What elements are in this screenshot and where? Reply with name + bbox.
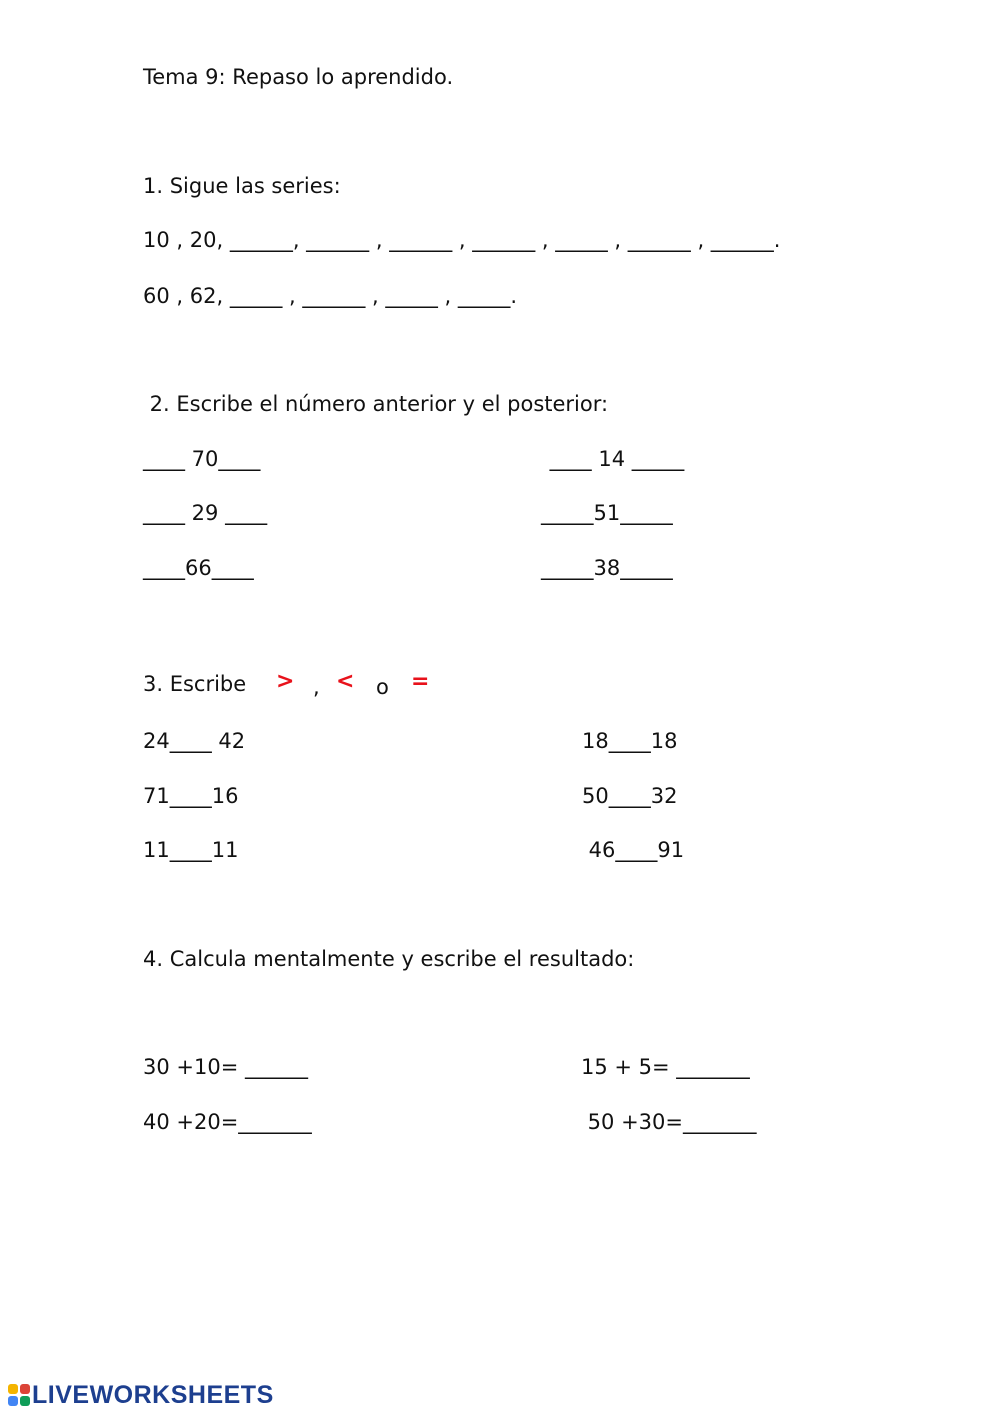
liveworksheets-logo-icon xyxy=(8,1384,30,1406)
mental-math-right-1[interactable]: 15 + 5= _______ xyxy=(581,1055,750,1079)
symbol-separator-o: o xyxy=(376,675,389,699)
symbol-separator-comma: , xyxy=(313,675,320,699)
worksheet-title: Tema 9: Repaso lo aprendido. xyxy=(143,65,454,89)
before-after-left-1[interactable]: ____ 70____ xyxy=(143,447,261,471)
compare-right-1[interactable]: 18____18 xyxy=(582,729,678,753)
compare-left-2[interactable]: 71____16 xyxy=(143,784,239,808)
before-after-left-3[interactable]: ____66____ xyxy=(143,556,254,580)
greater-than-symbol: > xyxy=(276,669,295,694)
equals-symbol: = xyxy=(411,669,430,694)
compare-left-3[interactable]: 11____11 xyxy=(143,838,239,862)
series-row-1[interactable]: 10 , 20, ______, ______ , ______ , ______ , _____ , ______ , ______. xyxy=(143,228,781,252)
series-row-2[interactable]: 60 , 62, _____ , ______ , _____ , _____. xyxy=(143,284,518,308)
mental-math-left-1[interactable]: 30 +10= ______ xyxy=(143,1055,308,1079)
section-3-heading: 3. Escribe xyxy=(143,672,247,696)
section-2-heading: 2. Escribe el número anterior y el posterior: xyxy=(143,392,609,416)
mental-math-right-2[interactable]: 50 +30=_______ xyxy=(581,1110,757,1134)
before-after-right-1[interactable]: ____ 14 _____ xyxy=(543,447,685,471)
less-than-symbol: < xyxy=(336,669,355,694)
mental-math-left-2[interactable]: 40 +20=_______ xyxy=(143,1110,312,1134)
section-1-heading: 1. Sigue las series: xyxy=(143,174,341,198)
before-after-right-2[interactable]: _____51_____ xyxy=(541,501,673,525)
liveworksheets-logo[interactable] xyxy=(8,1380,274,1410)
before-after-right-3[interactable]: _____38_____ xyxy=(541,556,673,580)
compare-right-3[interactable]: 46____91 xyxy=(582,838,685,862)
compare-left-1[interactable]: 24____ 42 xyxy=(143,729,246,753)
compare-right-2[interactable]: 50____32 xyxy=(582,784,678,808)
section-4-heading: 4. Calcula mentalmente y escribe el resultado: xyxy=(143,947,635,971)
liveworksheets-brand-text: LIVEWORKSHEETS xyxy=(32,1380,274,1409)
before-after-left-2[interactable]: ____ 29 ____ xyxy=(143,501,268,525)
